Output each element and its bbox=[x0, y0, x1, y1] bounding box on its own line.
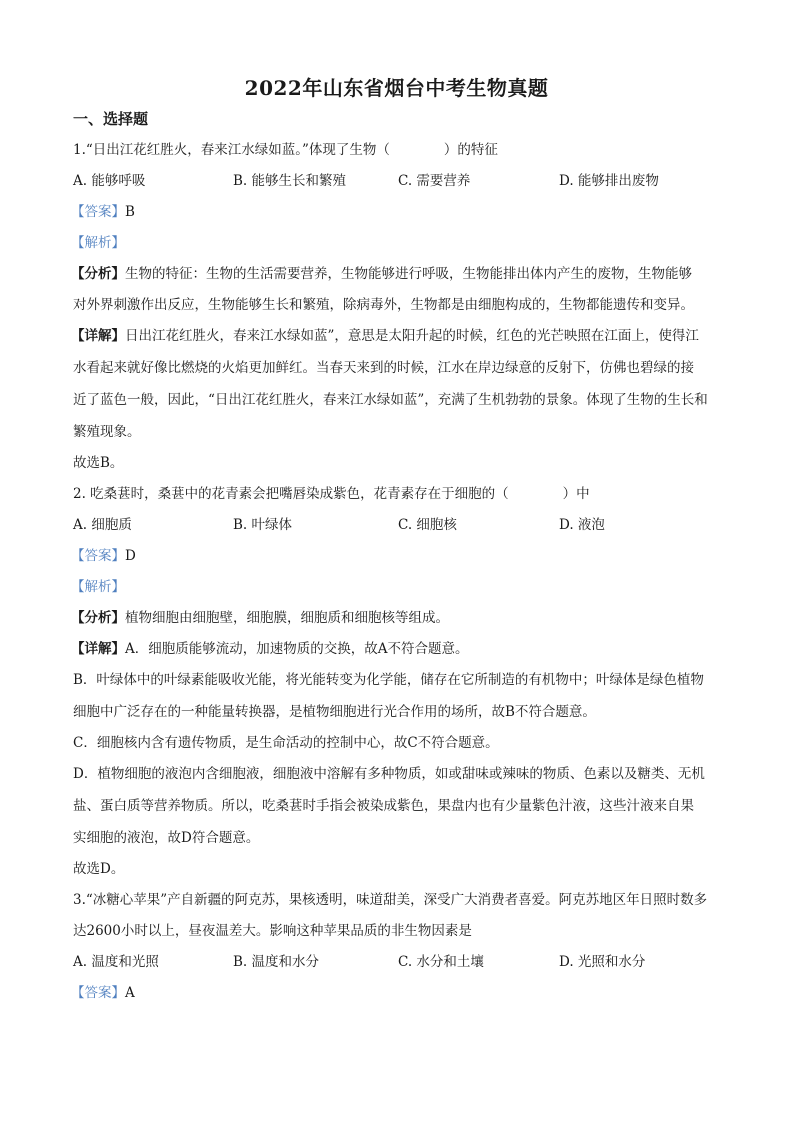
xiangjie-label: 【详解】 bbox=[71, 328, 125, 344]
q1-xiangjie-line-2: 水看起来就好像比燃烧的火焰更加鲜红。当春天来到的时候，江水在岸边绿意的反射下，仿佛也碧绿的接 bbox=[73, 360, 694, 376]
answer-label: 【答案】 bbox=[71, 204, 125, 220]
q3-option-a: A. 温度和光照 bbox=[73, 954, 159, 970]
q1-option-c: C. 需要营养 bbox=[398, 173, 471, 189]
q3-option-d: D. 光照和水分 bbox=[559, 954, 646, 970]
q2-option-d: D. 液泡 bbox=[559, 517, 605, 533]
section-heading: 一、选择题 bbox=[73, 110, 149, 128]
q1-fenxi-line-2: 对外界刺激作出反应，生物能够生长和繁殖，除病毒外，生物都是由细胞构成的，生物都能遗传和变异。 bbox=[73, 297, 694, 313]
q2-xiangjie-line-7: 实细胞的液泡，故D符合题意。 bbox=[73, 830, 260, 846]
q2-option-b: B. 叶绿体 bbox=[233, 517, 293, 533]
xiangjie-text: 日出江花红胜火，春来江水绿如蓝”，意思是太阳升起的时候，红色的光芒映照在江面上，使得江 bbox=[125, 328, 699, 344]
page-title: 2022年山东省烟台中考生物真题 bbox=[244, 76, 549, 100]
question-2-stem: 2. 吃桑葚时，桑葚中的花青素会把嘴唇染成紫色，花青素存在于细胞的（ ）中 bbox=[73, 486, 590, 502]
answer-label: 【答案】 bbox=[71, 548, 125, 564]
q1-fenxi-line-1 bbox=[71, 265, 692, 283]
q2-answer bbox=[71, 547, 136, 565]
q1-analysis-label: 【解析】 bbox=[71, 235, 125, 251]
question-1-stem: 1.“日出江花红胜火，春来江水绿如蓝。”体现了生物（ ）的特征 bbox=[73, 142, 498, 158]
fenxi-text: 生物的特征：生物的生活需要营养，生物能够进行呼吸，生物能排出体内产生的废物，生物能够 bbox=[125, 266, 692, 282]
q2-xiangjie-line-6: 盐、蛋白质等营养物质。所以，吃桑葚时手指会被染成紫色，果盘内也有少量紫色汁液，这些汁液来自果 bbox=[73, 798, 694, 814]
q1-option-d: D. 能够排出废物 bbox=[559, 173, 659, 189]
q1-xiangjie-line-4: 繁殖现象。 bbox=[73, 424, 141, 440]
q2-option-a: A. 细胞质 bbox=[73, 517, 132, 533]
q2-fenxi-line-1 bbox=[71, 609, 449, 627]
answer-label: 【答案】 bbox=[71, 985, 125, 1001]
q1-option-a: A. 能够呼吸 bbox=[73, 173, 146, 189]
q2-xiangjie-line-3: 细胞中广泛存在的一种能量转换器，是植物细胞进行光合作用的场所，故B不符合题意。 bbox=[73, 704, 596, 720]
fenxi-text: 植物细胞由细胞壁，细胞膜，细胞质和细胞核等组成。 bbox=[125, 610, 449, 626]
q3-option-c: C. 水分和土壤 bbox=[398, 954, 484, 970]
q3-option-b: B. 温度和水分 bbox=[233, 954, 320, 970]
fenxi-label: 【分析】 bbox=[71, 266, 125, 282]
answer-value: A bbox=[125, 985, 135, 1001]
q3-answer bbox=[71, 984, 135, 1002]
q2-conclusion: 故选D。 bbox=[73, 861, 125, 877]
q2-option-c: C. 细胞核 bbox=[398, 517, 457, 533]
answer-value: B bbox=[125, 204, 135, 220]
fenxi-label: 【分析】 bbox=[71, 610, 125, 626]
q1-xiangjie-line-3: 近了蓝色一般，因此，“日出江花红胜火，春来江水绿如蓝”，充满了生机勃勃的景象。体现了生物的生长和 bbox=[73, 392, 708, 408]
q1-option-b: B. 能够生长和繁殖 bbox=[233, 173, 347, 189]
q2-xiangjie-line-2: B．叶绿体中的叶绿素能吸收光能，将光能转变为化学能，储存在它所制造的有机物中；叶绿体是绿色植物 bbox=[73, 672, 704, 688]
xiangjie-text: A．细胞质能够流动，加速物质的交换，故A不符合题意。 bbox=[125, 641, 469, 657]
q2-xiangjie-line-5: D．植物细胞的液泡内含细胞液，细胞液中溶解有多种物质，如或甜味或辣味的物质、色素以及糖类、无机 bbox=[73, 766, 705, 782]
q1-conclusion: 故选B。 bbox=[73, 455, 124, 471]
question-3-stem-line-1: 3.“冰糖心苹果”产自新疆的阿克苏，果核透明，味道甜美，深受广大消费者喜爱。阿克苏地区年日照时数多 bbox=[73, 892, 708, 908]
q2-xiangjie-line-1 bbox=[71, 640, 469, 658]
xiangjie-label: 【详解】 bbox=[71, 641, 125, 657]
answer-value: D bbox=[125, 548, 136, 564]
q1-answer bbox=[71, 203, 135, 221]
q2-analysis-label: 【解析】 bbox=[71, 579, 125, 595]
q2-xiangjie-line-4: C．细胞核内含有遗传物质，是生命活动的控制中心，故C不符合题意。 bbox=[73, 735, 499, 751]
q1-xiangjie-line-1 bbox=[71, 327, 699, 345]
question-3-stem-line-2: 达2600小时以上，昼夜温差大。影响这种苹果品质的非生物因素是 bbox=[73, 923, 472, 939]
